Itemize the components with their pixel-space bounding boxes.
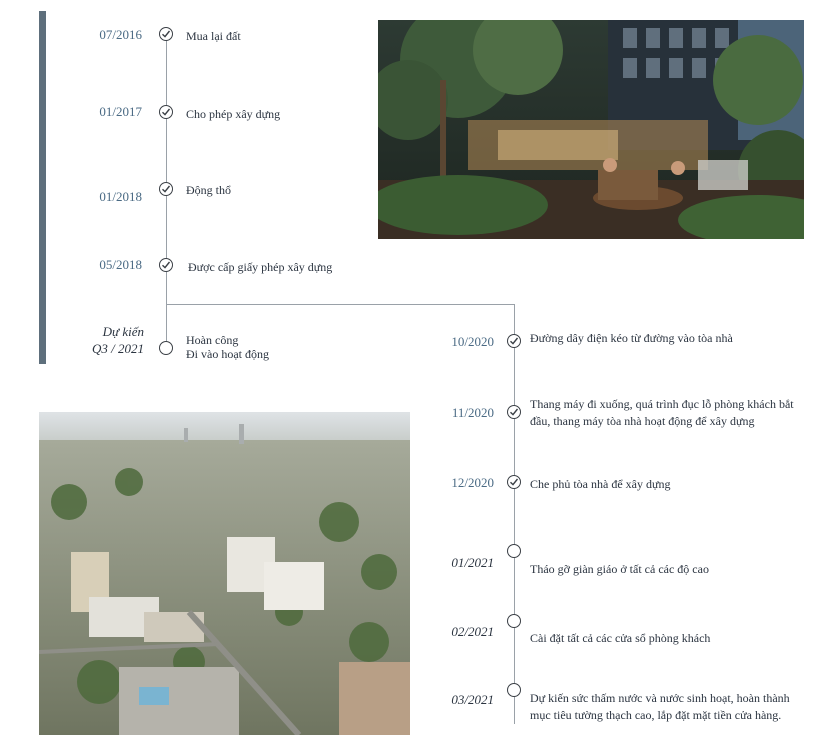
timeline-label: Che phủ tòa nhà để xây dựng xyxy=(530,477,671,491)
timeline-label: Cài đặt tất cả các cửa sổ phòng khách xyxy=(530,631,711,645)
timeline-label: Mua lại đất xyxy=(186,29,241,43)
accent-bar xyxy=(39,11,46,364)
timeline-date: 01/2018 xyxy=(99,189,142,204)
courtyard-photo xyxy=(378,20,804,239)
check-icon xyxy=(159,27,173,41)
right-timeline-line xyxy=(514,304,515,724)
timeline-date: 01/2021 xyxy=(451,555,494,570)
check-icon xyxy=(507,334,521,348)
aerial-city-photo xyxy=(39,412,410,735)
check-icon xyxy=(159,258,173,272)
timeline-branch-connector xyxy=(166,304,515,305)
timeline-label: Tháo gỡ giàn giáo ở tất cả các độ cao xyxy=(530,562,709,576)
circle-icon xyxy=(507,683,521,697)
timeline-date: 12/2020 xyxy=(451,475,494,490)
timeline-label: Dự kiến sức thấm nước và nước sinh hoạt, hoàn thành xyxy=(530,691,790,705)
timeline-date: 11/2020 xyxy=(451,405,494,420)
circle-icon xyxy=(507,614,521,628)
timeline-date: 05/2018 xyxy=(99,257,142,272)
timeline-label: Thang máy đi xuống, quá trình đục lỗ phòng khách bắt xyxy=(530,397,794,411)
timeline-date: 02/2021 xyxy=(451,624,494,639)
timeline-label: Động thổ xyxy=(186,183,231,197)
check-icon xyxy=(159,105,173,119)
timeline-date: 10/2020 xyxy=(451,334,494,349)
timeline-label: Đường dây điện kéo từ đường vào tòa nhà xyxy=(530,331,733,345)
timeline-label: mục tiêu tường thạch cao, lắp đặt mặt tiền cửa hàng. xyxy=(530,708,782,722)
timeline-date: 07/2016 xyxy=(99,27,142,42)
circle-icon xyxy=(507,544,521,558)
check-icon xyxy=(507,405,521,419)
timeline-date: Q3 / 2021 xyxy=(92,341,144,356)
check-icon xyxy=(507,475,521,489)
timeline-date: 01/2017 xyxy=(99,104,142,119)
timeline-date: Dự kiến xyxy=(102,324,144,339)
timeline-date: 03/2021 xyxy=(451,692,494,707)
timeline-label: Hoàn công xyxy=(186,333,239,347)
timeline-label: Đi vào hoạt động xyxy=(186,347,269,361)
timeline-label: Cho phép xây dựng xyxy=(186,107,281,121)
timeline-label: Được cấp giấy phép xây dựng xyxy=(188,260,333,274)
timeline-label: đầu, thang máy tòa nhà hoạt động để xây dựng xyxy=(530,414,755,428)
check-icon xyxy=(159,182,173,196)
circle-icon xyxy=(159,341,173,355)
